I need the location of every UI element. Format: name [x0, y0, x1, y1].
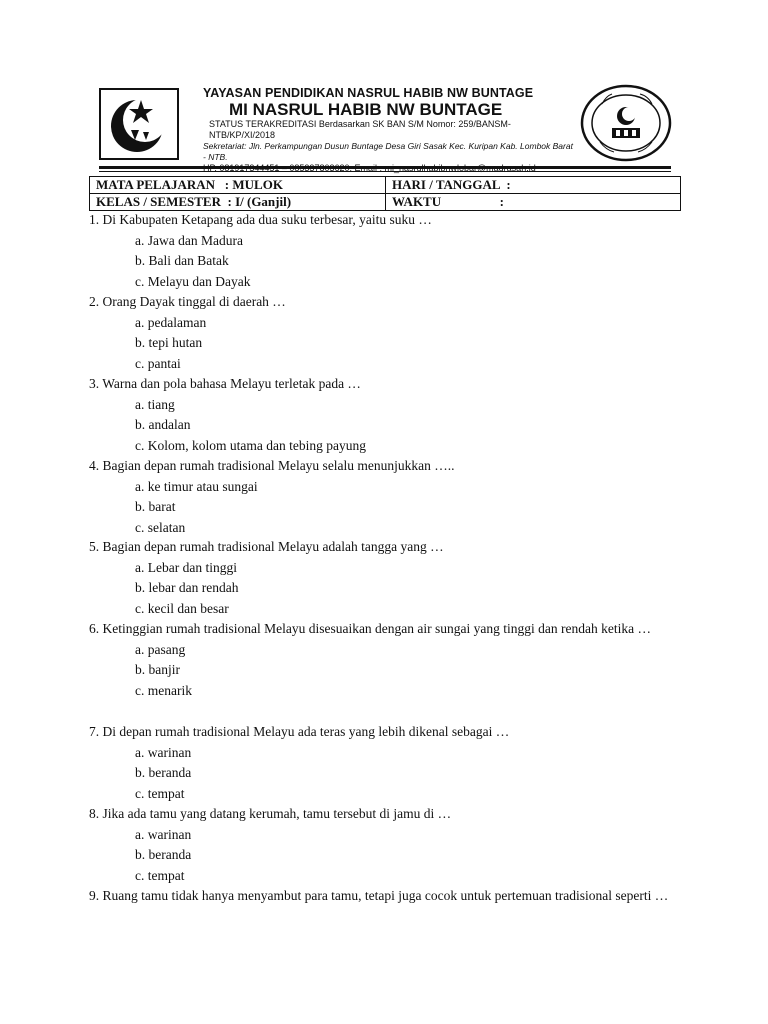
- nw-logo-icon: [99, 88, 179, 160]
- question-stem: 5. Bagian depan rumah tradisional Melayu adalah tangga yang …: [89, 539, 444, 554]
- question-stem: 1. Di Kabupaten Ketapang ada dua suku terbesar, yaitu suku …: [89, 212, 432, 227]
- class-cell: KELAS / SEMESTER : I/ (Ganjil): [90, 194, 386, 211]
- question-stem: 4. Bagian depan rumah tradisional Melayu selalu menunjukkan …..: [89, 458, 455, 473]
- answer-option: b. Bali dan Batak: [135, 253, 229, 268]
- answer-option: b. beranda: [135, 847, 192, 862]
- answer-option: a. warinan: [135, 826, 192, 842]
- time-cell: WAKTU :: [386, 194, 681, 211]
- answer-option: c. Kolom, kolom utama dan tebing payung: [135, 437, 366, 453]
- answer-option: b. lebar dan rendah: [135, 580, 239, 595]
- question-5: [89, 537, 689, 619]
- question-1: [89, 210, 689, 292]
- answer-option: a. pedalaman: [135, 314, 207, 330]
- date-cell: HARI / TANGGAL :: [386, 177, 681, 194]
- answer-option: a. Lebar dan tinggi: [135, 559, 237, 575]
- answer-option: b. beranda: [135, 765, 192, 780]
- question-stem: 2. Orang Dayak tinggal di daerah …: [89, 294, 286, 309]
- answer-option: b. andalan: [135, 417, 191, 432]
- letterhead-text: [203, 86, 575, 174]
- question-stem: 8. Jika ada tamu yang datang kerumah, tamu tersebut di jamu di …: [89, 806, 452, 821]
- question-stem: 3. Warna dan pola bahasa Melayu terletak pada …: [89, 376, 361, 391]
- school-name: MI NASRUL HABIB NW BUNTAGE: [229, 100, 503, 119]
- question-stem: 9. Ruang tamu tidak hanya menyambut para tamu, tetapi juga cocok untuk pertemuan tradisional seperti …: [89, 888, 669, 903]
- answer-option: a. Jawa dan Madura: [135, 232, 243, 248]
- question-3: [89, 374, 689, 456]
- question-8: [89, 804, 689, 886]
- subject-cell: MATA PELAJARAN : MULOK: [90, 177, 386, 194]
- answer-option: c. tempat: [135, 867, 185, 883]
- madrasah-seal-icon: [580, 84, 672, 162]
- question-stem: 7. Di depan rumah tradisional Melayu ada teras yang lebih dikenal sebagai …: [89, 724, 510, 739]
- header-rule-thick: [99, 166, 671, 169]
- question-stem: 6. Ketinggian rumah tradisional Melayu disesuaikan dengan air sungai yang tinggi dan rendah ketika …: [89, 621, 651, 636]
- answer-option: c. pantai: [135, 355, 181, 371]
- answer-option: a. tiang: [135, 396, 175, 412]
- answer-option: b. barat: [135, 499, 176, 514]
- school-address: Sekretariat: Jln. Perkampungan Dusun Buntage Desa Giri Sasak Kec. Kuripan Kab. Lombok Barat - NTB.: [203, 141, 573, 162]
- answer-option: a. ke timur atau sungai: [135, 478, 258, 494]
- question-4: [89, 456, 689, 538]
- answer-option: a. pasang: [135, 641, 186, 657]
- answer-option: c. menarik: [135, 682, 192, 698]
- accreditation-status: STATUS TERAKREDITASI Berdasarkan SK BAN S/M Nomor: 259/BANSM-NTB/KP/XI/2018: [209, 119, 511, 140]
- answer-option: a. warinan: [135, 744, 192, 760]
- header-rule-thin: [99, 171, 671, 172]
- question-2: [89, 292, 689, 374]
- foundation-name: YAYASAN PENDIDIKAN NASRUL HABIB NW BUNTAGE: [203, 86, 534, 100]
- answer-option: c. selatan: [135, 519, 186, 535]
- question-9: [89, 886, 689, 907]
- question-6: [89, 619, 689, 701]
- answer-option: b. tepi hutan: [135, 335, 203, 350]
- exam-info-table: [89, 176, 681, 211]
- answer-option: c. tempat: [135, 785, 185, 801]
- letterhead: [99, 84, 671, 164]
- answer-option: b. banjir: [135, 662, 180, 677]
- answer-option: c. kecil dan besar: [135, 600, 229, 616]
- answer-option: c. Melayu dan Dayak: [135, 273, 251, 289]
- question-7: [89, 722, 689, 804]
